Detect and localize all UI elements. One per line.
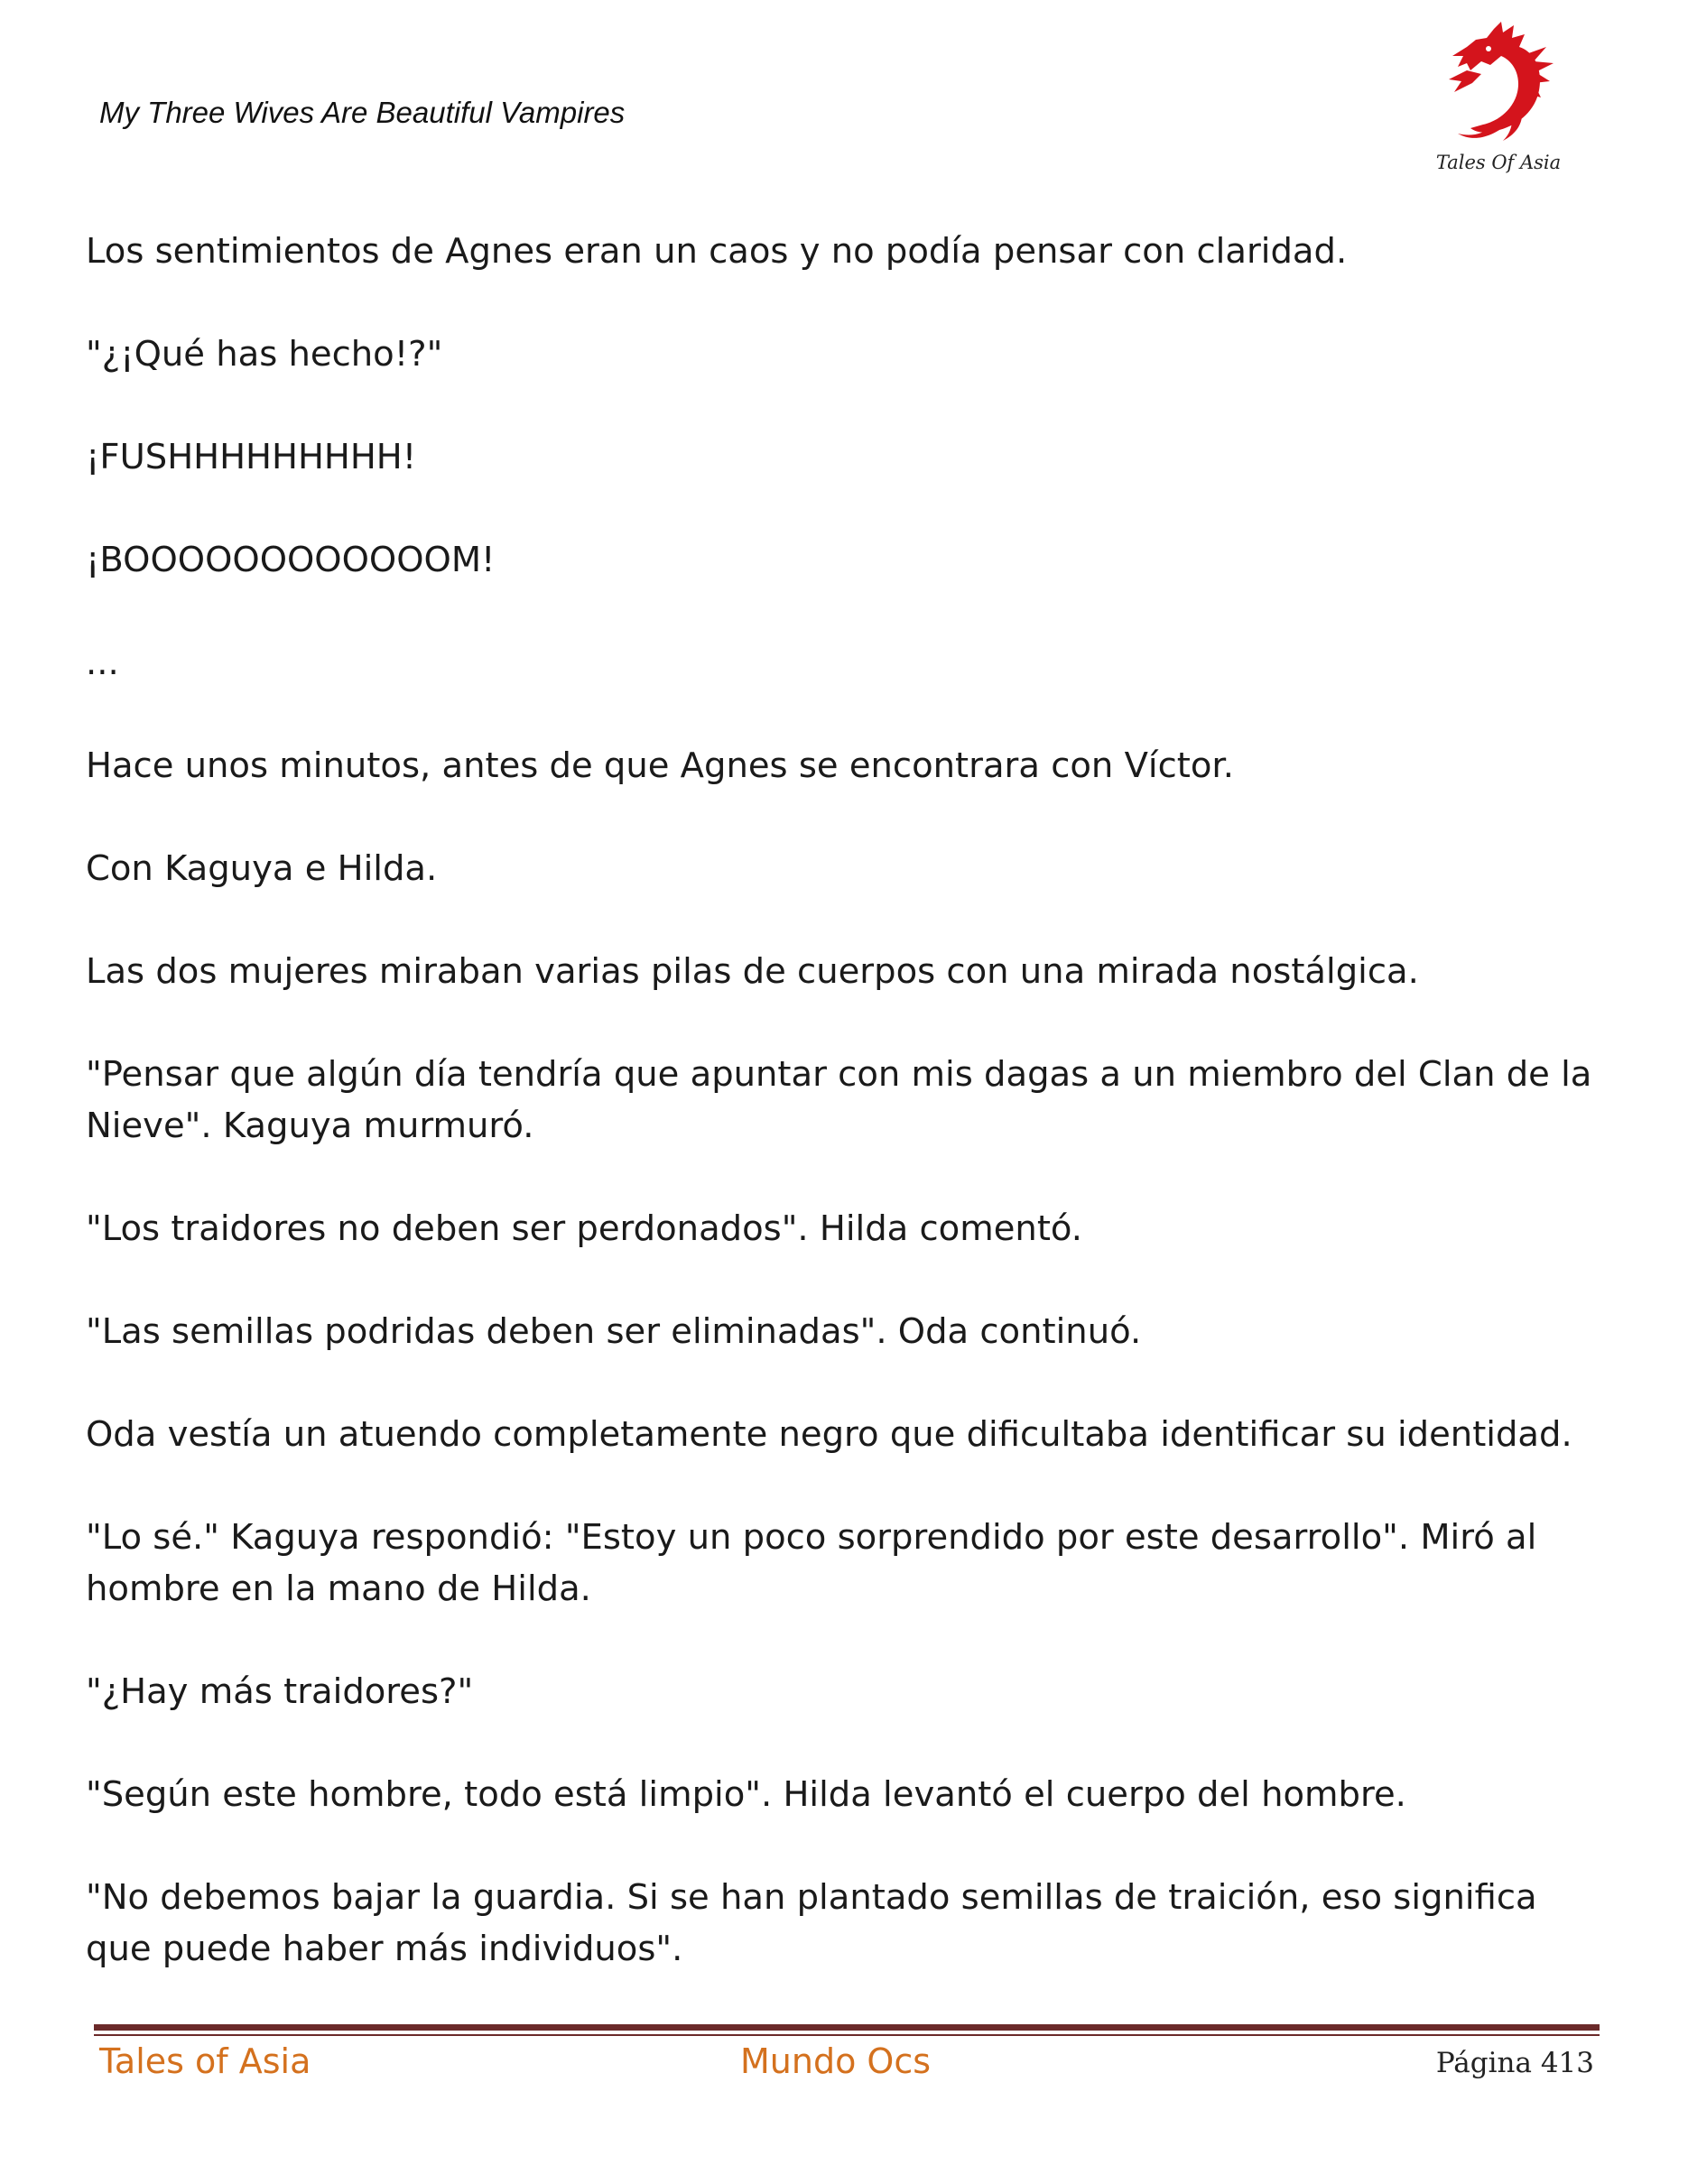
book-title: My Three Wives Are Beautiful Vampires	[99, 96, 626, 129]
paragraph: "¿Hay más traidores?"	[86, 1671, 474, 1712]
paragraph: "No debemos bajar la guardia. Si se han plantado semillas de traición, eso significa que puede haber más individuos".	[86, 1877, 1537, 1969]
paragraph: "¿¡Qué has hecho!?"	[86, 334, 443, 375]
footer-translator: Mundo Ocs	[740, 2041, 932, 2081]
paragraph: Las dos mujeres miraban varias pilas de cuerpos con una mirada nostálgica.	[86, 951, 1419, 992]
paragraph: "Los traidores no deben ser perdonados". Hilda comentó.	[86, 1208, 1083, 1249]
paragraph: "Según este hombre, todo está limpio". Hilda levantó el cuerpo del hombre.	[86, 1774, 1406, 1815]
paragraph: "Las semillas podridas deben ser eliminadas". Oda continuó.	[86, 1311, 1142, 1352]
paragraph: Con Kaguya e Hilda.	[86, 848, 438, 889]
paragraph: ¡BOOOOOOOOOOOOM!	[86, 540, 496, 580]
footer-publisher: Tales of Asia	[99, 2041, 311, 2081]
paragraph: ...	[86, 643, 119, 683]
footer-divider-thin	[94, 2034, 1600, 2036]
paragraph: Oda vestía un atuendo completamente negro que dificultaba identificar su identidad.	[86, 1414, 1572, 1455]
publisher-logo	[1431, 20, 1566, 182]
paragraph: ¡FUSHHHHHHHHH!	[86, 437, 417, 477]
paragraph: "Lo sé." Kaguya respondió: "Estoy un poco sorprendido por este desarrollo". Miró al hombre en la mano de Hilda.	[86, 1517, 1537, 1609]
chapter-body	[86, 226, 1602, 2026]
page-number: Página 413	[1435, 2047, 1594, 2079]
paragraph: Hace unos minutos, antes de que Agnes se encontrara con Víctor.	[86, 745, 1234, 786]
paragraph: "Pensar que algún día tendría que apuntar con mis dagas a un miembro del Clan de la Nieve". Kaguya murmuró.	[86, 1054, 1592, 1146]
footer-divider	[94, 2024, 1600, 2031]
logo-text: Tales Of Asia	[1435, 152, 1562, 173]
paragraph: Los sentimientos de Agnes eran un caos y no podía pensar con claridad.	[86, 231, 1348, 272]
dragon-logo-icon	[1431, 20, 1566, 155]
